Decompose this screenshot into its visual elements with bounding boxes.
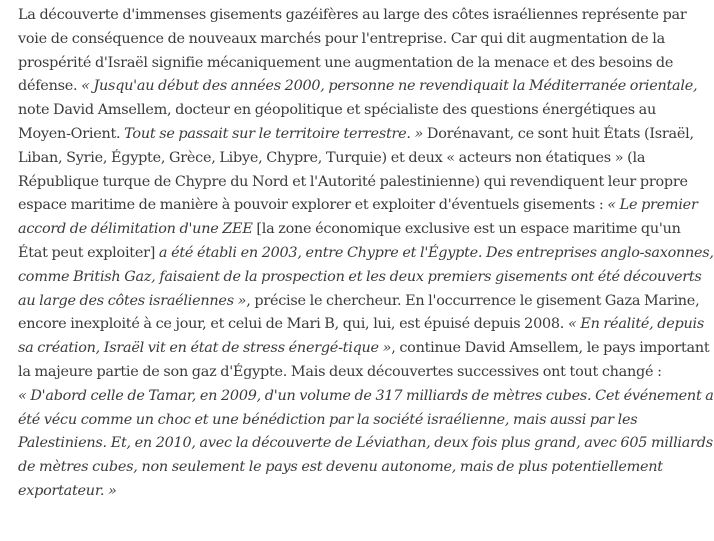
text-line	[18, 75, 698, 99]
quote-segment: « En réalité, depuis	[567, 316, 705, 333]
text-line	[18, 194, 698, 218]
article-paragraph	[18, 4, 714, 504]
text-line	[18, 480, 638, 504]
text-segment: défense.	[18, 78, 82, 95]
text-segment: voie de conséquence de nouveaux marchés pour l'entreprise. Car qui dit augmentation de la	[18, 30, 665, 47]
text-line	[18, 171, 688, 195]
text-line	[18, 456, 663, 480]
text-line	[18, 313, 705, 337]
quote-segment: « Le premier	[607, 197, 698, 214]
text-line	[18, 123, 694, 147]
text-line	[18, 409, 638, 433]
text-segment: Liban, Syrie, Égypte, Grèce, Libye, Chypre, Turquie) et deux « acteurs non étatiques » (la	[18, 149, 646, 166]
text-line	[18, 242, 714, 266]
text-line	[18, 218, 681, 242]
quote-segment: au large des côtes israéliennes »	[18, 292, 247, 309]
quote-segment: Tout se passait sur le territoire terrestre. »	[124, 125, 424, 142]
quote-segment: accord de délimitation d'une ZEE	[18, 221, 257, 238]
quote-segment: exportateur. »	[18, 482, 117, 499]
text-segment: [la zone économique exclusive est un espace maritime qu'un	[256, 221, 681, 238]
quote-segment: de mètres cubes, non seulement le pays est devenu autonome, mais de plus potentiellement	[18, 459, 663, 476]
text-segment: État peut exploiter]	[18, 244, 159, 261]
text-segment: , précise le chercheur. En l'occurrence le gisement Gaza Marine,	[246, 292, 700, 309]
quote-segment: été vécu comme un choc et une bénédiction par la société israélienne, mais aussi par les	[18, 411, 638, 428]
text-segment: encore inexploité à ce jour, et celui de Mari B, qui, lui, est épuisé depuis 2008.	[18, 316, 568, 333]
quote-segment: « D'abord celle de Tamar, en 2009, d'un volume de 317 milliards de mètres cubes. Cet événement a	[18, 387, 714, 404]
text-segment: prospérité d'Israël signifie mécaniquement une augmentation de la menace et des besoins de	[18, 54, 674, 71]
text-line	[18, 337, 710, 361]
text-line	[18, 99, 657, 123]
text-line	[18, 4, 687, 28]
quote-segment: a été établi en 2003, entre Chypre et l'Égypte. Des entreprises anglo-saxonnes,	[158, 244, 714, 261]
text-line	[18, 52, 674, 76]
text-segment: République turque de Chypre du Nord et l'Autorité palestinienne) qui revendiquent leur propre	[18, 173, 688, 190]
text-segment: espace maritime de manière à pouvoir explorer et exploiter d'éventuels gisements :	[18, 197, 608, 214]
text-line	[18, 28, 665, 52]
text-line	[18, 266, 702, 290]
text-segment: la majeure partie de son gaz d'Égypte. Mais deux découvertes successives ont tout changé :	[18, 363, 662, 380]
text-segment: note David Amsellem, docteur en géopolitique et spécialiste des questions énergétiques au	[18, 102, 657, 119]
text-line	[18, 361, 662, 385]
quote-segment: comme British Gaz, faisaient de la prospection et les deux premiers gisements ont été découverts	[18, 268, 702, 285]
text-segment: Moyen-Orient.	[18, 125, 125, 142]
quote-segment: « Jusqu'au début des années 2000, personne ne revendiquait la Méditerranée orientale,	[81, 78, 698, 95]
quote-segment: sa création, Israël vit en état de stress énergé-tique »	[18, 340, 392, 357]
text-line	[18, 432, 713, 456]
text-segment: La découverte d'immenses gisements gazéifères au large des côtes israéliennes représente par	[18, 7, 687, 23]
quote-segment: Palestiniens. Et, en 2010, avec la découverte de Léviathan, deux fois plus grand, avec 605 milliards	[18, 435, 713, 452]
text-line	[18, 385, 714, 409]
text-line	[18, 147, 646, 171]
text-segment: Dorénavant, ce sont huit États (Israël,	[423, 125, 694, 142]
text-segment: , continue David Amsellem, le pays important	[391, 340, 710, 357]
text-line	[18, 290, 700, 314]
